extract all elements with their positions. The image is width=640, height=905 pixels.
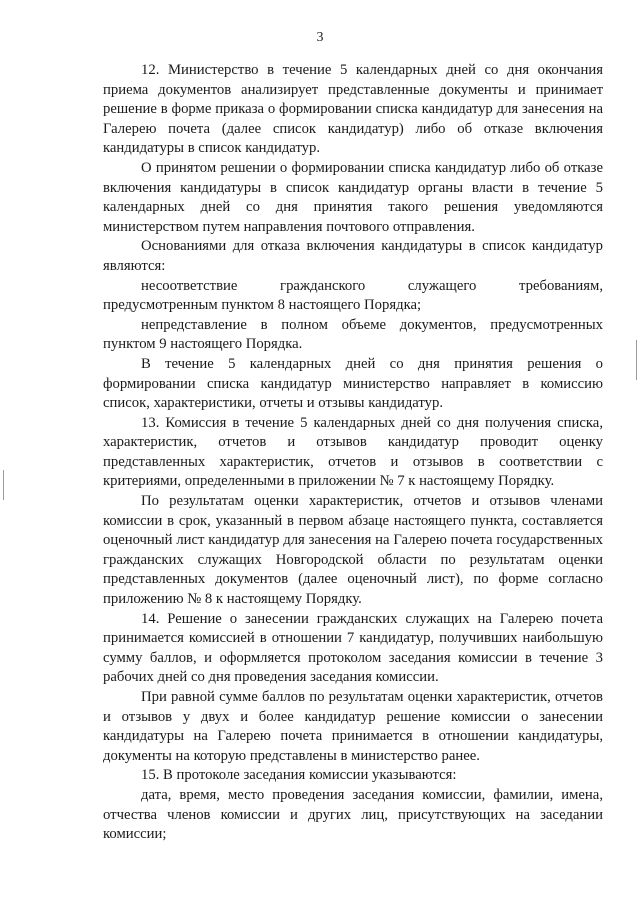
paragraph-evaluation-sheet: По результатам оценки характеристик, отчетов и отзывов членами комиссии в срок, указанный в первом абзаце настоящего пункта, составляется оценочный лист кандидатур для занесения на Галерею почета государственных гражданских служащих Новгородской области по результатам оценки представленных документов (далее оценочный лист), по форме согласно приложению № 8 к настоящему Порядку. — [103, 493, 603, 608]
paragraph-14: 14. Решение о занесении гражданских служащих на Галерею почета принимается комиссией в отношении 7 кандидатур, получивших наибольшую сумму баллов, и оформляется протоколом заседания комиссии в течение 3 рабочих дней со дня проведения заседания комиссии. — [103, 610, 603, 686]
paragraph-equal-score: При равной сумме баллов по результатам оценки характеристик, отчетов и отзывов у двух и более кандидатур решение комиссии о занесении кандидатуры на Галерею почета принимается в отношении кандидатуры, документы на которую представлены в министерство ранее. — [103, 689, 603, 764]
paragraph-list-transfer: В течение 5 календарных дней со дня принятия решения о формировании списка кандидатур министерство направляет в комиссию список, характеристики, отчеты и отзывы кандидатур. — [103, 355, 603, 412]
paragraph-15: 15. В протоколе заседания комиссии указываются: — [141, 767, 457, 784]
paragraph-refusal-ground-2: непредставление в полном объеме документов, предусмотренных пунктом 9 настоящего Порядка. — [103, 316, 603, 353]
paragraph-protocol-details: дата, время, место проведения заседания комиссии, фамилии, имена, отчества членов комиссии и других лиц, присутствующих на заседании комиссии; — [103, 786, 603, 843]
scan-edge-mark-left — [3, 470, 4, 500]
page-number: 3 — [316, 30, 324, 45]
paragraph-refusal-grounds: Основаниями для отказа включения кандидатуры в список кандидатур являются: — [103, 238, 603, 274]
scan-edge-mark-right — [636, 340, 637, 380]
paragraph-12: 12. Министерство в течение 5 календарных дней со дня окончания приема документов анализирует представленные документы и принимает решение в форме приказа о формировании списка кандидатур для занесения на Галерею почета (далее список кандидатур) либо об отказе включения кандидатуры в список кандидатур. — [103, 62, 603, 157]
paragraph-refusal-ground-1: несоответствие гражданского служащего требованиям, предусмотренным пунктом 8 настоящего Порядка; — [103, 277, 603, 314]
paragraph-13: 13. Комиссия в течение 5 календарных дней со дня получения списка, характеристик, отчетов и отзывов кандидатур проводит оценку представленных характеристик, отчетов и отзывов в соответствии с критериями, определенными в приложении № 7 к настоящему Порядку. — [103, 414, 603, 490]
document-body — [103, 61, 603, 845]
paragraph-decision-notice: О принятом решении о формировании списка кандидатур либо об отказе включения кандидатуры в список кандидатур органы власти в течение 5 календарных дней со дня принятия такого решения уведомляются министерством путем направления почтового отправления. — [103, 159, 603, 235]
